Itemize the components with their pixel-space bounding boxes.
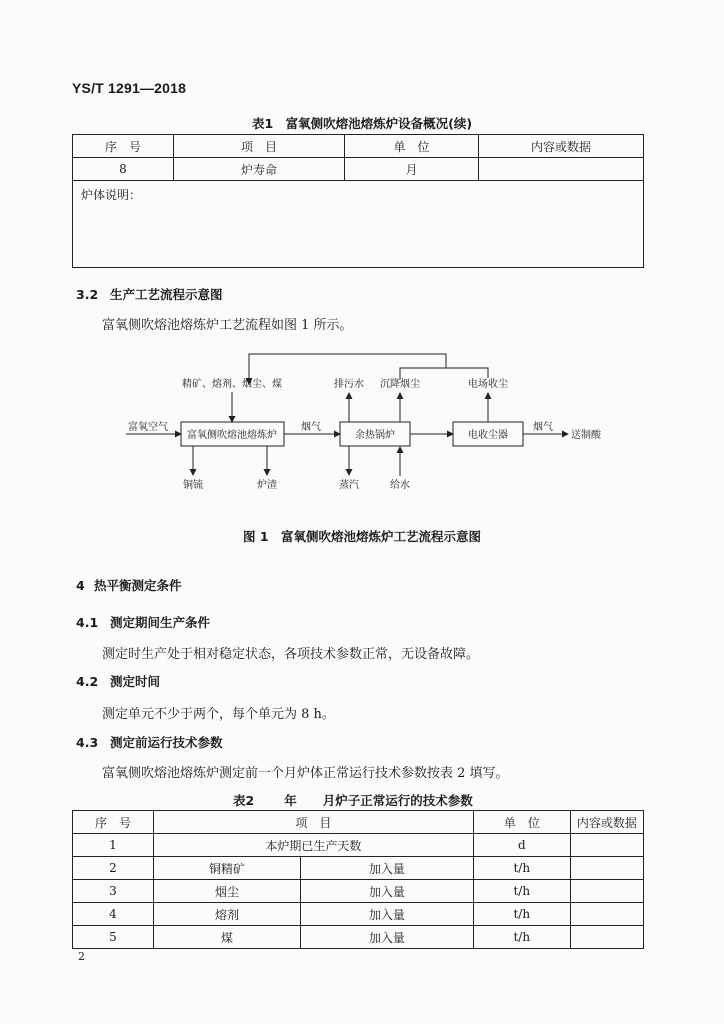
slag-label: 炉渣 <box>257 480 277 491</box>
table2-title <box>233 791 473 809</box>
gas1-label: 烟气 <box>301 422 321 433</box>
table1-cell-no: 8 <box>73 158 174 181</box>
table2-cell-no: 5 <box>73 926 154 949</box>
table-row <box>73 834 644 857</box>
section-4-number: 4 <box>76 578 85 593</box>
table2-header-row <box>73 811 644 834</box>
table2-cell-no: 3 <box>73 880 154 903</box>
blowdown-label: 排污水 <box>334 379 364 390</box>
process-flow-diagram <box>0 340 724 515</box>
section-4-2-title: 测定时间 <box>110 674 161 689</box>
table2-cell-sub: 加入量 <box>301 926 474 949</box>
table1-note: 炉体说明： <box>73 181 644 268</box>
table1-header-value: 内容或数据 <box>479 135 644 158</box>
esp-dust-label: 电场收尘 <box>468 379 508 390</box>
table1-header-no: 序 号 <box>73 135 174 158</box>
boiler-label: 余热锅炉 <box>355 430 395 441</box>
steam-label: 蒸汽 <box>339 480 359 491</box>
section-4-3-text: 富氧侧吹熔池熔炼炉测定前一个月炉体正常运行技术参数按表 2 填写。 <box>102 766 509 781</box>
table2-cell-unit: t/h <box>473 857 570 880</box>
table2-title-year: 年 <box>284 793 297 808</box>
standard-code: YS/T 1291—2018 <box>72 80 187 96</box>
table2-title-prefix: 表2 <box>233 793 255 808</box>
table2-cell-sub: 加入量 <box>301 857 474 880</box>
table2-cell-unit: t/h <box>473 880 570 903</box>
table-row <box>73 903 644 926</box>
table2-cell-value <box>570 857 643 880</box>
table2-title-rest: 月炉子正常运行的技术参数 <box>322 793 473 808</box>
feedwater-label: 给水 <box>390 480 410 491</box>
table1-cell-unit: 月 <box>345 158 479 181</box>
section-4-2-number: 4.2 <box>76 674 99 689</box>
section-4-2-text: 测定单元不少于两个，每个单元为 8 h。 <box>102 707 335 722</box>
esp-label: 电收尘器 <box>468 430 508 441</box>
section-4-1-number: 4.1 <box>76 615 99 630</box>
section-4-3-title: 测定前运行技术参数 <box>110 735 223 750</box>
table2-cell-value <box>570 880 643 903</box>
section-3-2-text: 富氧侧吹熔池熔炼炉工艺流程如图 1 所示。 <box>102 318 353 333</box>
section-3-2-number: 3.2 <box>76 287 99 302</box>
table2-cell-item: 烟尘 <box>154 880 301 903</box>
table2-header-value: 内容或数据 <box>570 811 643 834</box>
table1-header-row <box>73 135 644 158</box>
settled-dust-label: 沉降烟尘 <box>380 379 420 390</box>
table2-header-no: 序 号 <box>73 811 154 834</box>
section-4-1-heading <box>76 613 210 631</box>
page-number: 2 <box>78 950 85 963</box>
table1-header-item: 项 目 <box>174 135 345 158</box>
section-4-3-heading <box>76 733 223 751</box>
table2-cell-unit: d <box>473 834 570 857</box>
figure1-caption: 图 1 富氧侧吹熔池熔炼炉工艺流程示意图 <box>242 529 482 544</box>
table2-cell-unit: t/h <box>473 903 570 926</box>
table2-cell-no: 4 <box>73 903 154 926</box>
table1-cell-item: 炉寿命 <box>174 158 345 181</box>
section-4-1-text: 测定时生产处于相对稳定状态，各项技术参数正常，无设备故障。 <box>102 647 480 662</box>
gas2-label: 烟气 <box>533 422 553 433</box>
acid-label: 送制酸 <box>571 430 601 441</box>
table1-header-unit: 单 位 <box>345 135 479 158</box>
table2-cell-no: 1 <box>73 834 154 857</box>
section-4-title: 热平衡测定条件 <box>94 578 182 593</box>
table2-cell-no: 2 <box>73 857 154 880</box>
table1-note-row <box>73 181 644 268</box>
table2-header-unit: 单 位 <box>473 811 570 834</box>
feed-label: 精矿、熔剂、烟尘、煤 <box>182 379 282 390</box>
table2-cell-sub: 加入量 <box>301 903 474 926</box>
section-4-heading <box>76 576 182 594</box>
section-3-2-heading <box>76 285 223 303</box>
section-3-2-title: 生产工艺流程示意图 <box>110 287 223 302</box>
table2-cell-value <box>570 926 643 949</box>
table-row <box>73 158 644 181</box>
table2-header-item: 项 目 <box>154 811 474 834</box>
table2 <box>72 810 644 949</box>
table1-title: 表1 富氧侧吹熔池熔炼炉设备概况(续) <box>251 116 473 131</box>
furnace-label: 富氧侧吹熔池熔炼炉 <box>187 430 277 441</box>
table2-cell-item: 铜精矿 <box>154 857 301 880</box>
table1 <box>72 134 644 268</box>
section-4-2-heading <box>76 672 160 690</box>
matte-label: 铜锍 <box>183 480 203 491</box>
table2-cell-item: 煤 <box>154 926 301 949</box>
table2-cell-value <box>570 903 643 926</box>
section-4-3-number: 4.3 <box>76 735 99 750</box>
table2-cell-sub: 加入量 <box>301 880 474 903</box>
table2-cell-value <box>570 834 643 857</box>
table-row <box>73 880 644 903</box>
air-label: 富氧空气 <box>128 422 168 433</box>
table-row <box>73 857 644 880</box>
table-row <box>73 926 644 949</box>
table2-cell-item: 本炉期已生产天数 <box>154 834 474 857</box>
table2-cell-item: 熔剂 <box>154 903 301 926</box>
table2-cell-unit: t/h <box>473 926 570 949</box>
section-4-1-title: 测定期间生产条件 <box>110 615 211 630</box>
table1-cell-value <box>479 158 644 181</box>
